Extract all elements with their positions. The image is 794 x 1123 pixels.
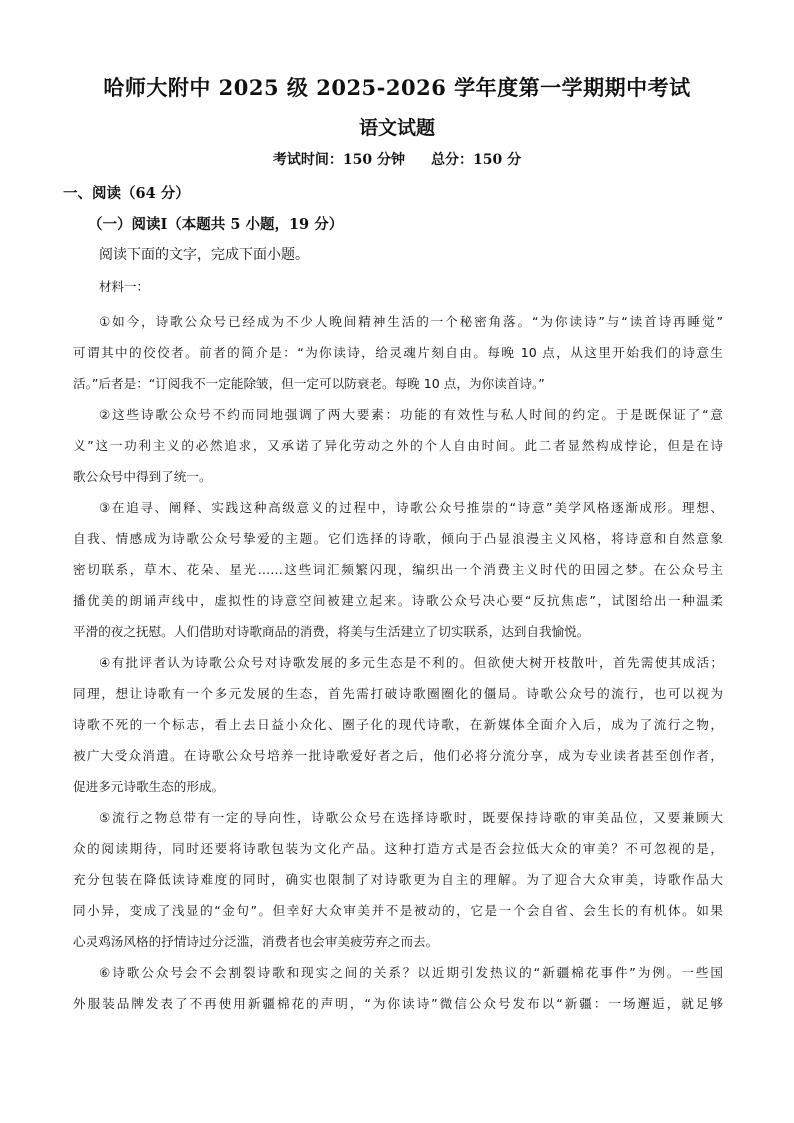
passage-line: 播优美的朗诵声线中，虚拟性的诗意空间被建立起来。诗歌公众号决心要“反抗焦虑”，试图给出一种温柔 xyxy=(73,593,723,608)
passage-paragraph xyxy=(73,957,723,1019)
exam-total-score: 总分：150 分 xyxy=(431,152,522,168)
passage-line: ①如今，诗歌公众号已经成为不少人晚间精神生活的一个秘密角落。“为你读诗”与“读首诗再睡觉” xyxy=(99,314,723,329)
passage-paragraph xyxy=(73,647,723,802)
exam-subject-title: 语文试题 xyxy=(358,117,435,139)
passage-line: 义”这一功利主义的必然追求，又承诺了异化劳动之外的个人自由时间。此二者显然构成悖论，但是在诗 xyxy=(73,438,723,453)
passage-paragraph xyxy=(73,399,723,492)
passage-line: 诗歌不死的一个标志，看上去日益小众化、圈子化的现代诗歌，在新媒体全面介入后，成为了流行之物， xyxy=(73,717,723,732)
passage-line: 平滑的夜之抚慰。人们借助对诗歌商品的消费，将美与生活建立了切实联系，达到自我愉悦。 xyxy=(73,624,590,639)
passage-line: 歌公众号中得到了统一。 xyxy=(73,469,212,484)
passage-line: 心灵鸡汤风格的抒情诗过分泛滥，消费者也会审美疲劳弃之而去。 xyxy=(73,934,439,949)
passage-line: 促进多元诗歌生态的形成。 xyxy=(73,779,225,794)
passage-line: ⑤流行之物总带有一定的导向性，诗歌公众号在选择诗歌时，既要保持诗歌的审美品位，又要兼顾大 xyxy=(99,810,723,825)
passage-line: 被广大受众消遣。在诗歌公众号培养一批诗歌爱好者之后，他们必将分流分享，成为专业读者甚至创作者， xyxy=(73,748,723,763)
passage-body xyxy=(73,306,723,1019)
passage-line: ⑥诗歌公众号会不会割裂诗歌和现实之间的关系？以近期引发热议的“新疆棉花事件”为例。一些国 xyxy=(99,965,723,980)
passage-line: 同理，想让诗歌有一个多元发展的生态，首先需打破诗歌圈圈化的僵局。诗歌公众号的流行，也可以视为 xyxy=(73,686,723,701)
exam-time: 考试时间：150 分钟 xyxy=(272,152,405,168)
material-label: 材料一： xyxy=(99,279,150,294)
exam-info-line xyxy=(0,149,794,169)
section-subheading: （一）阅读Ⅰ（本题共 5 小题，19 分） xyxy=(88,216,344,233)
passage-paragraph xyxy=(73,492,723,647)
passage-line: 充分包装在降低读诗难度的同时，确实也限制了对诗歌更为自主的理解。为了迎合大众审美，诗歌作品大 xyxy=(73,872,723,887)
passage-line: 活。”后者是：“订阅我不一定能除皱，但一定可以防衰老。每晚 10 点，为你读首诗。” xyxy=(73,376,545,391)
passage-line: 外服装品牌发表了不再使用新疆棉花的声明，“为你读诗”微信公众号发布以“新疆：一场邂逅，就足够 xyxy=(73,996,723,1011)
passage-line: 自我、情感成为诗歌公众号挚爱的主题。它们选择的诗歌，倾向于凸显浪漫主义风格，将诗意和自然意象 xyxy=(73,531,723,546)
passage-line: 众的阅读期待，同时还要将诗歌包装为文化产品。这种打造方式是否会拉低大众的审美？不可忽视的是， xyxy=(73,841,723,856)
section-heading: 一、阅读（64 分） xyxy=(63,185,190,202)
passage-paragraph xyxy=(73,802,723,957)
passage-line: ④有批评者认为诗歌公众号对诗歌发展的多元生态是不利的。但欲使大树开枝散叶，首先需使其成活； xyxy=(99,655,723,670)
reading-instruction: 阅读下面的文字，完成下面小题。 xyxy=(99,247,309,263)
passage-line: ③在追寻、阐释、实践这种高级意义的过程中，诗歌公众号推崇的“诗意”美学风格逐渐成形。理想、 xyxy=(99,500,723,515)
passage-line: 密切联系，草木、花朵、星光……这些词汇频繁闪现，编织出一个消费主义时代的田园之梦。在公众号主 xyxy=(73,562,723,577)
passage-line: ②这些诗歌公众号不约而同地强调了两大要素：功能的有效性与私人时间的约定。于是既保证了“意 xyxy=(99,407,723,422)
passage-line: 同小异，变成了浅显的“金句”。但幸好大众审美并不是被动的，它是一个会自省、会生长的有机体。如果 xyxy=(73,903,723,918)
passage-paragraph xyxy=(73,306,723,399)
passage-line: 可谓其中的佼佼者。前者的简介是：“为你读诗，给灵魂片刻自由。每晚 10 点，从这里开始我们的诗意生 xyxy=(73,345,723,360)
exam-title: 哈师大附中 2025 级 2025-2026 学年度第一学期期中考试 xyxy=(103,75,691,100)
